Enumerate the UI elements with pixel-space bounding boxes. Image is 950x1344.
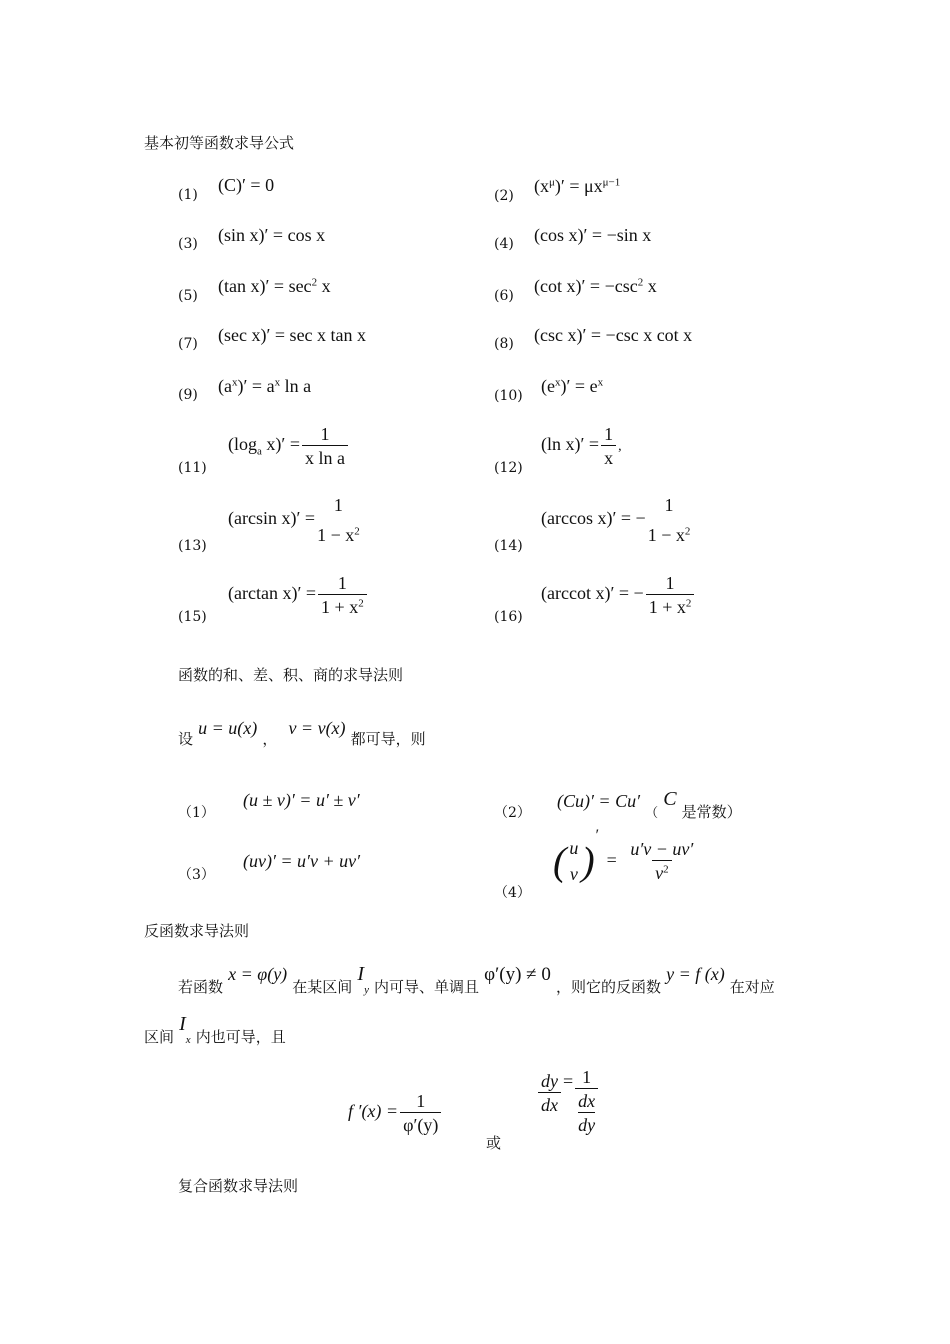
inverse-text-b: 在某区间 bbox=[292, 978, 353, 996]
inverse-condition: φ′(y) ≠ 0 bbox=[484, 964, 551, 985]
formula-number-3: (3) bbox=[178, 236, 198, 252]
rule-2-paren: （ bbox=[645, 806, 659, 821]
formula-15: (arctan x)′ = $\frac{1}{1 + x^2}$ bbox=[228, 574, 369, 616]
assumption-u: u = u(x) bbox=[198, 718, 258, 738]
formula-number-12: (12) bbox=[494, 460, 523, 476]
assumption-comma: ， bbox=[262, 730, 278, 748]
rule-2-formula: (Cu)′ = Cu′ bbox=[557, 791, 641, 811]
rule-4: ( u v )′ = $\frac{u'v - uv'}{v^2}$ bbox=[553, 827, 694, 885]
formula-number-1: (1) bbox=[178, 187, 198, 203]
rule-2-note: 是常数） bbox=[681, 803, 742, 821]
assumption-v: v = v(x) bbox=[288, 718, 346, 738]
formula-11: ($\log_a$ x)′ = $\frac{1}{\text{x ln a}}$ bbox=[228, 425, 350, 467]
formula-5: (tan $x)' = \sec^2 x$ bbox=[218, 276, 331, 296]
rule-1: (u ± v)′ = u′ ± v′ bbox=[243, 790, 360, 810]
inverse-text-a: 若函数 bbox=[178, 978, 224, 996]
formula-number-15: (15) bbox=[178, 609, 207, 625]
inverse-interval-x: $I_x$ bbox=[179, 1013, 191, 1047]
right-paren: ) bbox=[581, 838, 595, 884]
inverse-equation-1: f ′(x) = $\frac{1}{\varphi'(y)}$ bbox=[348, 1092, 443, 1134]
rule-2-c: C bbox=[663, 788, 677, 810]
inverse-inverse-func: y = f (x) bbox=[666, 964, 725, 984]
or-label: 或 bbox=[486, 1134, 502, 1152]
rule-3: (uv)′ = u′v + uv′ bbox=[243, 851, 361, 871]
inverse-equation-2: $\frac{dy}{dx}$ = 1 dx dy bbox=[536, 1068, 600, 1134]
formula-7: (sec x)′ = sec x tan x bbox=[218, 325, 367, 345]
formula-number-13: (13) bbox=[178, 538, 207, 554]
formula-1: (C)′ = 0 bbox=[218, 175, 275, 195]
formula-4: (cos x)′ = −sin x bbox=[534, 225, 652, 245]
assumption-line bbox=[178, 718, 426, 748]
inverse-line-1 bbox=[178, 963, 775, 997]
formula-9: $(a^x)' = a^x$ ln a bbox=[218, 376, 312, 396]
section-title-sum-rules: 函数的和、差、积、商的求导法则 bbox=[178, 666, 404, 684]
formula-14: (arccos x)′ = − 1 $1 - x^2$ bbox=[541, 495, 691, 545]
rule-number-2: （2） bbox=[494, 805, 531, 821]
section-title-inverse: 反函数求导法则 bbox=[144, 922, 250, 940]
inverse-text-d: ，则它的反函数 bbox=[555, 978, 661, 996]
formula-number-9: (9) bbox=[178, 387, 198, 403]
formula-number-11: (11) bbox=[178, 460, 207, 476]
section-title-basic: 基本初等函数求导公式 bbox=[144, 134, 295, 152]
formula-number-6: (6) bbox=[494, 288, 514, 304]
formula-number-7: (7) bbox=[178, 336, 198, 352]
formula-2: $(x^\mu)' = \mu x^{\mu-1}$ bbox=[534, 176, 621, 196]
inverse-func: x = φ(y) bbox=[228, 964, 288, 984]
formula-number-8: (8) bbox=[494, 336, 514, 352]
formula-number-4: (4) bbox=[494, 236, 514, 252]
formula-16: (arccot x)′ = − $\frac{1}{1 + x^2}$ bbox=[541, 574, 696, 616]
assumption-suffix: 都可导，则 bbox=[350, 730, 426, 748]
formula-number-10: (10) bbox=[494, 388, 523, 404]
formula-number-14: (14) bbox=[494, 538, 523, 554]
formula-number-16: (16) bbox=[494, 609, 523, 625]
inverse-text-f: 区间 bbox=[144, 1028, 175, 1046]
formula-8: (csc x)′ = −csc x cot x bbox=[534, 325, 693, 345]
rule-number-3: （3） bbox=[178, 867, 215, 883]
section-title-composite: 复合函数求导法则 bbox=[178, 1177, 299, 1195]
formula-number-5: (5) bbox=[178, 288, 198, 304]
inverse-text-g: 内也可导，且 bbox=[195, 1028, 286, 1046]
inverse-text-c: 内可导、单调且 bbox=[374, 978, 480, 996]
left-paren: ( bbox=[553, 838, 567, 884]
formula-6: (cot $x)' = -\csc^2$ x bbox=[534, 276, 657, 296]
inverse-interval-y: $I_y$ bbox=[357, 963, 369, 997]
formula-12: (ln x)′ = $\frac{1}{x}$ , bbox=[541, 424, 622, 468]
formula-10: $(e^x)' = e^x$ bbox=[541, 376, 604, 396]
rule-2 bbox=[557, 788, 742, 821]
rule-number-4: （4） bbox=[494, 885, 531, 901]
rule-number-1: （1） bbox=[178, 805, 215, 821]
inverse-text-e: 在对应 bbox=[729, 978, 775, 996]
formula-13: (arcsin x)′ = 1 $1 - x^2$ bbox=[228, 495, 360, 545]
assumption-prefix: 设 bbox=[178, 730, 194, 748]
inverse-line-2 bbox=[144, 1013, 286, 1047]
formula-number-2: (2) bbox=[494, 188, 514, 204]
formula-3: (sin x)′ = cos x bbox=[218, 225, 326, 245]
